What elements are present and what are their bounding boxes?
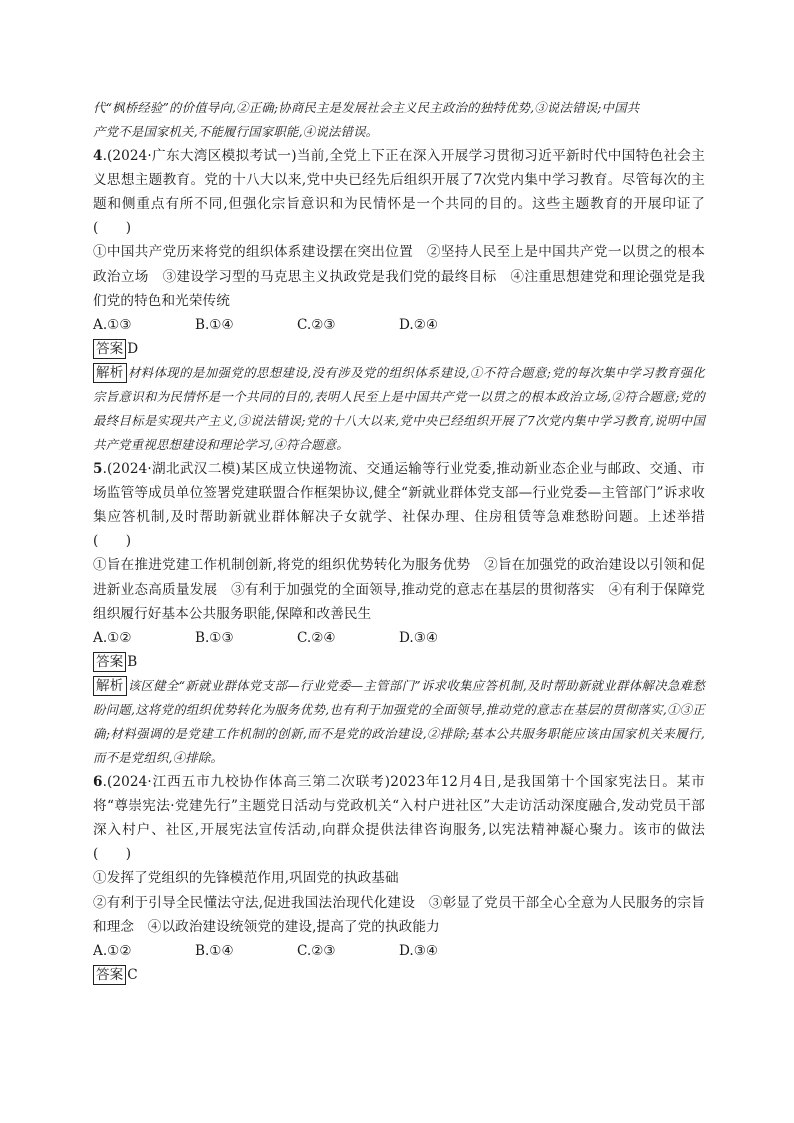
analysis-line [93,674,705,769]
question-stem [93,770,705,867]
previous-analysis-continuation [93,96,705,144]
fragment-line-1: 代“枫桥经验”的价值导向,②正确;协商民主是发展社会主义民主政治的独特优势,③说法错误;中国共 [93,100,640,115]
question-5 [93,457,705,770]
question-stem [93,144,705,241]
question-number: 5 [93,460,103,477]
option-a: A.①③ [93,317,132,334]
question-number: 4 [93,147,103,164]
option-a: A.①② [93,630,132,647]
answer-value: B [127,654,138,671]
question-statements: ①中国共产党历来将党的组织体系建设摆在突出位置 ②坚持人民至上是中国共产党一以贯之的根本政治立场 ③建设学习型的马克思主义执政党是我们党的最终目标 ④注重思想建党和理论强党是我们党的特色和光荣传统 [93,244,705,309]
analysis-tag: 解析 [93,363,127,383]
answer-tag: 答案 [93,965,126,985]
document-page [93,96,705,987]
question-statement-1: ①发挥了党组织的先锋模范作用,巩固党的执政基础 [93,870,399,887]
answer-options [93,313,705,337]
stem-text: .(2024·广东大湾区模拟考试一)当前,全党上下正在深入开展学习贯彻习近平新时代中国特色社会主义思想主题教育。党的十八大以来,党中央已经先后组织开展了7次党内集中学习教育。尽管每次的主题和侧重点有所不同,但强化宗旨意识和为民情怀是一个共同的目的。这些主题教育的开展印证了( ) [93,147,705,237]
analysis-text: 材料体现的是加强党的思想建设,没有涉及党的组织体系建设,①不符合题意;党的每次集中学习教育强化宗旨意识和为民情怀是一个共同的目的,表明人民至上是中国共产党一以贯之的根本政治立场,②符合题意;党的最终目标是实现共产主义,③说法错误;党的十八大以来,党中央已经组织开展了7次党内集中学习教育,说明中国共产党重视思想建设和理论学习,④符合题意。 [93,365,705,452]
option-c: C.②③ [297,943,336,960]
question-statements: ①旨在推进党建工作机制创新,将党的组织优势转化为服务优势 ②旨在加强党的政治建设以引领和促进新业态高质量发展 ③有利于加强党的全面领导,推动党的意志在基层的贯彻落实 ④有利于保障党组织履行好基本公共服务职能,保障和改善民生 [93,557,705,622]
fragment-line-2: 产党不是国家机关,不能履行国家职能,④说法错误。 [93,123,379,139]
answer-tag: 答案 [93,339,126,359]
option-a: A.①② [93,943,132,960]
question-6 [93,770,705,988]
option-b: B.①④ [195,943,234,960]
answer-options [93,939,705,963]
stem-text: .(2024·湖北武汉二模)某区成立快递物流、交通运输等行业党委,推动新业态企业与邮政、交通、市场监管等成员单位签署党建联盟合作框架协议,健全“新就业群体党支部—行业党委—主管部门”诉求收集应答机制,及时帮助新就业群体解决子女就学、社保办理、住房租赁等急难愁盼问题。上述举措( ) [93,460,705,550]
analysis-text: 该区健全“新就业群体党支部—行业党委—主管部门”诉求收集应答机制,及时帮助新就业群体解决急难愁盼问题,这将党的组织优势转化为服务优势,也有利于加强党的全面领导,推动党的意志在基层的贯彻落实,①③正确;材料强调的是党建工作机制的创新,而不是党的政治建设,②排除;基本公共服务职能应该由国家机关来履行,而不是党组织,④排除。 [93,678,705,765]
question-statement-2: ②有利于引导全民懂法守法,促进我国法治现代化建设 ③彰显了党员干部全心全意为人民服务的宗旨和理念 ④以政治建设统领党的建设,提高了党的执政能力 [93,894,705,935]
answer-tag: 答案 [93,652,126,672]
answer-line [93,650,705,674]
answer-value: D [127,341,139,358]
analysis-line [93,361,705,456]
option-d: D.③④ [399,943,439,960]
stem-text: .(2024·江西五市九校协作体高三第二次联考)2023年12月4日,是我国第十个国家宪法日。某市将“尊崇宪法·党建先行”主题党日活动与党政机关“入村户进社区”大走访活动深度融合,发动党员干部深入村户、社区,开展宪法宣传活动,向群众提供法律咨询服务,以宪法精神凝心聚力。该市的做法( ) [93,773,705,863]
question-number: 6 [93,773,103,790]
analysis-tag: 解析 [93,676,127,696]
answer-options [93,626,705,650]
answer-value: C [127,967,138,984]
option-b: B.①③ [195,630,234,647]
option-c: C.②④ [297,630,336,647]
answer-line [93,963,705,987]
option-b: B.①④ [195,317,234,334]
option-d: D.②④ [399,317,439,334]
option-c: C.②③ [297,317,336,334]
question-4 [93,144,705,457]
option-d: D.③④ [399,630,439,647]
answer-line [93,337,705,361]
question-stem [93,457,705,554]
